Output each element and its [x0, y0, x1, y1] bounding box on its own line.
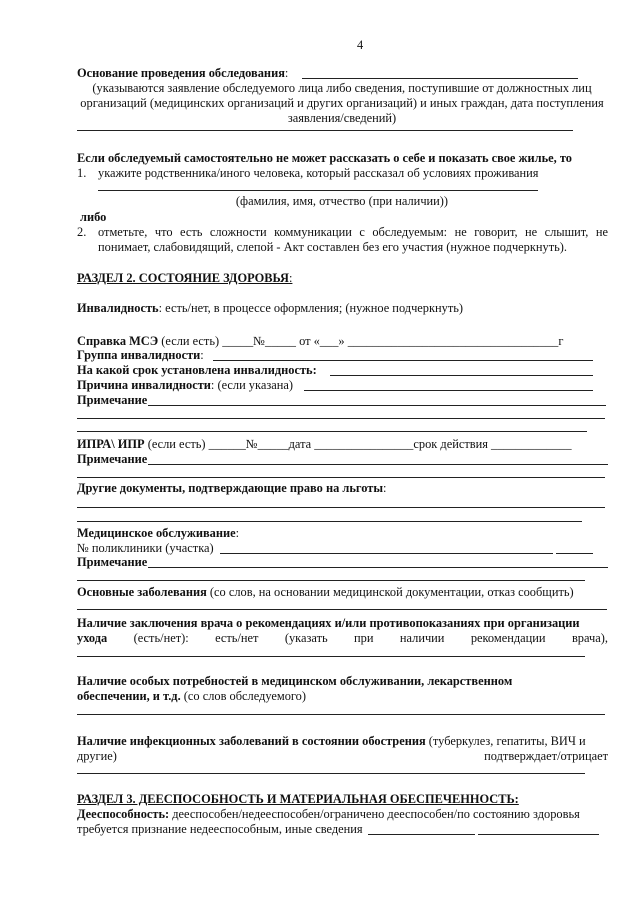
note3-label: Примечание: [77, 555, 148, 569]
note3-input-line[interactable]: [148, 567, 608, 568]
infect-others: другие): [77, 749, 117, 763]
special-text: (со слов обследуемого): [180, 689, 306, 703]
infect-line2: [77, 749, 608, 764]
diseases-input-line[interactable]: [77, 609, 607, 610]
other-docs-colon: :: [383, 481, 387, 495]
item1-text: укажите родственника/иного человека, который рассказал об условиях проживания: [98, 166, 539, 180]
infect-row: [77, 734, 608, 749]
ipra-label: ИПРА\ ИПР: [77, 437, 145, 451]
special-label: обеспечении, и т.д.: [77, 689, 181, 703]
basis-note-3: заявления/сведений): [287, 111, 397, 125]
section3-title: РАЗДЕЛ 3. ДЕЕСПОСОБНОСТЬ И МАТЕРИАЛЬНАЯ ОБЕСПЕЧЕННОСТЬ:: [77, 792, 519, 806]
note2-extra-line[interactable]: [77, 477, 605, 478]
doctor-word-7: врача),: [571, 631, 608, 645]
diseases-label: Основные заболевания: [77, 585, 207, 599]
basis-note-2: организаций (медицинских организаций и других организаций) и иных граждан, дата поступления: [80, 96, 604, 110]
item2-number: 2.: [77, 225, 87, 239]
doctor-care-label: ухода: [77, 631, 108, 645]
group-row: [77, 348, 204, 363]
note-extra-line-1[interactable]: [77, 418, 605, 419]
other-docs-row: [77, 481, 386, 496]
doctor-word-1: (есть/нет):: [133, 631, 189, 645]
doctor-word-2: есть/нет: [215, 631, 259, 645]
or-label: либо: [80, 210, 107, 224]
section2-title-colon: :: [288, 271, 293, 285]
medical-colon: :: [235, 526, 240, 540]
clinic-text: № поликлиники (участка): [77, 541, 214, 555]
capacity-label: Дееспособность:: [77, 807, 170, 821]
clinic-input-line[interactable]: [220, 553, 553, 554]
medical-row: [77, 526, 239, 541]
diseases-row: [77, 585, 574, 600]
medical-label: Медицинское обслуживание: [77, 526, 236, 540]
term-input-line[interactable]: [330, 375, 593, 376]
relative-name-line[interactable]: [98, 190, 538, 191]
section2-title-row: [77, 271, 292, 286]
basis-colon: :: [284, 66, 289, 80]
note2-input-line[interactable]: [148, 464, 608, 465]
item2-line2: понимает, слабовидящий, слепой - Акт составлен без его участия (нужное подчеркнуть).: [98, 240, 568, 254]
basis-extra-line[interactable]: [77, 130, 573, 131]
item1-number: 1.: [77, 166, 87, 180]
doctor-word-4: при: [354, 631, 374, 645]
doctor-word-6: рекомендации: [470, 631, 546, 645]
section2-title: РАЗДЕЛ 2. СОСТОЯНИЕ ЗДОРОВЬЯ: [77, 271, 289, 285]
cause-text: : (если указана): [210, 378, 293, 392]
item2-line1: отметьте, что есть сложности коммуникации с обследуемым: не говорит, не слышит, не: [98, 225, 608, 239]
basis-label: Основание проведения обследования: [77, 66, 285, 80]
disability-text: : есть/нет, в процессе оформления; (нужное подчеркнуть): [158, 301, 464, 315]
self-report-heading: Если обследуемый самостоятельно не может рассказать о себе и показать свое жилье, то: [77, 151, 572, 165]
term-label: На какой срок установлена инвалидность:: [77, 363, 317, 377]
cause-label: Причина инвалидности: [77, 378, 211, 392]
special-input-line[interactable]: [77, 714, 605, 715]
doctor-line2: [77, 631, 608, 646]
mse-text[interactable]: (если есть) _____№_____ от «___» __________________________________г: [158, 334, 564, 348]
capacity-input-line-2[interactable]: [478, 834, 599, 835]
diseases-text: (со слов, на основании медицинской документации, отказ сообщить): [206, 585, 574, 599]
note2-label: Примечание: [77, 452, 148, 466]
cause-row: [77, 378, 293, 393]
capacity-row: [77, 807, 608, 822]
special-line1: Наличие особых потребностей в медицинском обслуживании, лекарственном: [77, 674, 513, 688]
doctor-input-line[interactable]: [77, 656, 585, 657]
other-docs-line-1[interactable]: [77, 507, 605, 508]
infect-text: (туберкулез, гепатиты, ВИЧ и: [425, 734, 586, 748]
name-hint: (фамилия, имя, отчество (при наличии)): [235, 194, 449, 208]
other-docs-label: Другие документы, подтверждающие право на льготы: [77, 481, 384, 495]
ipra-text[interactable]: (если есть) ______№_____дата ________________срок действия _____________: [144, 437, 572, 451]
disability-row: [77, 301, 463, 316]
other-docs-line-2[interactable]: [77, 521, 582, 522]
doctor-word-3: (указать: [284, 631, 328, 645]
capacity-input-line-1[interactable]: [368, 834, 475, 835]
doctor-word-5: наличии: [399, 631, 445, 645]
group-colon: :: [200, 348, 204, 362]
note-label: Примечание: [77, 393, 148, 407]
ipra-row: [77, 437, 572, 452]
note3-extra-line[interactable]: [77, 580, 585, 581]
disability-label: Инвалидность: [77, 301, 159, 315]
mse-row: [77, 334, 563, 349]
capacity-text: дееспособен/недееспособен/ограничено дееспособен/по состоянию здоровья: [169, 807, 580, 821]
mse-label: Справка МСЭ: [77, 334, 159, 348]
cause-input-line[interactable]: [304, 390, 593, 391]
capacity-line2: требуется признание недееспособным, иные сведения: [77, 822, 363, 836]
special-line2: [77, 689, 306, 704]
basis-row: [77, 66, 288, 81]
basis-input-line[interactable]: [302, 78, 578, 79]
group-label: Группа инвалидности: [77, 348, 201, 362]
clinic-input-line-short[interactable]: [556, 553, 593, 554]
page-number: 4: [357, 38, 364, 52]
note-extra-line-2[interactable]: [77, 431, 587, 432]
infect-label: Наличие инфекционных заболеваний в состоянии обострения: [77, 734, 426, 748]
basis-note-1: (указываются заявление обследуемого лица либо сведения, поступившие от должностных лиц: [92, 81, 592, 95]
group-input-line[interactable]: [213, 360, 593, 361]
infect-input-line[interactable]: [77, 773, 585, 774]
infect-confirm: подтверждает/отрицает: [484, 749, 608, 763]
note-input-line[interactable]: [148, 405, 606, 406]
doctor-line1: Наличие заключения врача о рекомендациях и/или противопоказаниях при организации: [77, 616, 580, 630]
